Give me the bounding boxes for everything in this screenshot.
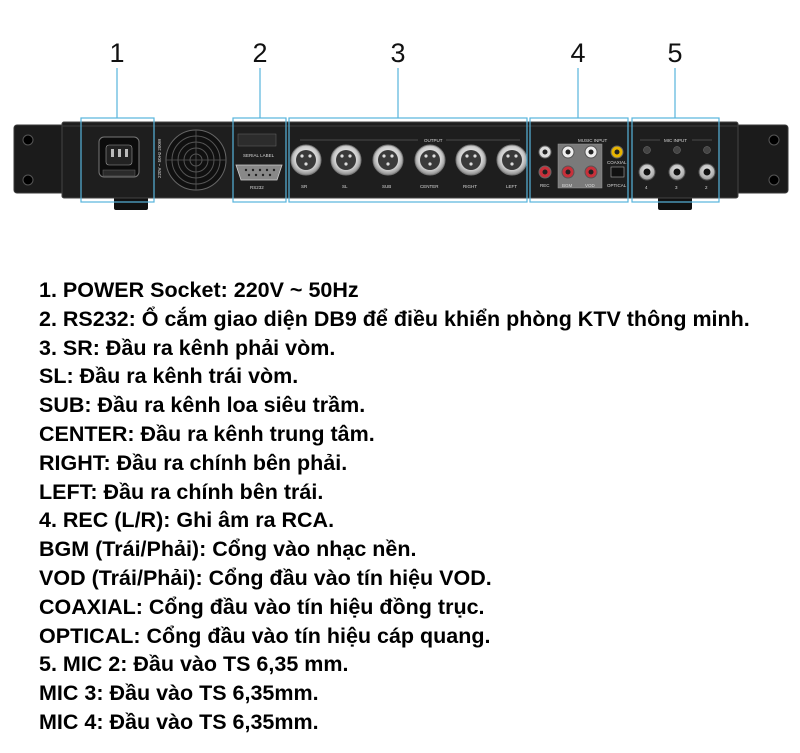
- description-line: 4. REC (L/R): Ghi âm ra RCA.: [39, 508, 335, 533]
- description-line: RIGHT: Đầu ra chính bên phải.: [39, 450, 348, 475]
- output-jack-right: [456, 145, 486, 175]
- callout-number-1: 1: [109, 38, 125, 68]
- description-line: MIC 4: Đầu vào TS 6,35mm.: [39, 709, 319, 734]
- output-jack-sl: [331, 145, 361, 175]
- rack-hole: [769, 175, 779, 185]
- mic-jack-label-4: 4: [645, 185, 648, 190]
- description-line: 3. SR: Đầu ra kênh phải vòm.: [39, 335, 336, 360]
- output-jack-sr: [291, 145, 321, 175]
- optical-jack: [611, 167, 624, 177]
- output-label: OUTPUT: [424, 138, 443, 143]
- mic-jack-label-2: 2: [705, 185, 708, 190]
- callout-number-3: 3: [390, 38, 406, 68]
- cooling-fan: [166, 130, 226, 190]
- description-line: 5. MIC 2: Đầu vào TS 6,35 mm.: [39, 652, 349, 677]
- rack-hole: [23, 135, 33, 145]
- rs232-label: RS232: [250, 185, 264, 190]
- optical-label: OPTICAL: [607, 183, 627, 188]
- callout-number-2: 2: [252, 38, 268, 68]
- coaxial-jack: [611, 146, 623, 158]
- description-line: 2. RS232: Ổ cắm giao diện DB9 để điều khiển phòng KTV thông minh.: [39, 306, 750, 331]
- port-description-list: [39, 276, 779, 737]
- description-line: SUB: Đầu ra kênh loa siêu trầm.: [39, 393, 366, 418]
- description-line: MIC 3: Đầu vào TS 6,35mm.: [39, 681, 319, 706]
- description-line: COAXIAL: Cổng đầu vào tín hiệu đồng trục.: [39, 594, 485, 619]
- rack-hole: [23, 175, 33, 185]
- music-input-label: MUSIC INPUT: [578, 138, 608, 143]
- output-jack-center: [415, 145, 445, 175]
- serial-label: SERIAL LABEL: [243, 153, 275, 158]
- output-jack-label-center: CENTER: [420, 184, 439, 189]
- vod-label: VOD: [585, 183, 595, 188]
- bgm-label: BGM: [562, 183, 573, 188]
- serial-label-plate: [238, 134, 276, 146]
- power-rating-label: 220V ~ 50Hz 200W: [157, 138, 162, 178]
- description-line: VOD (Trái/Phải): Cổng đầu vào tín hiệu VOD.: [39, 565, 492, 590]
- callout-number-5: 5: [667, 38, 683, 68]
- output-jack-label-sr: SR: [301, 184, 308, 189]
- mic-jack-label-3: 3: [675, 185, 678, 190]
- output-jack-label-sub: SUB: [382, 184, 392, 189]
- description-line: OPTICAL: Cổng đầu vào tín hiệu cáp quang.: [39, 623, 491, 648]
- mic-input-label: MIC INPUT: [664, 138, 687, 143]
- output-jack-left: [497, 145, 527, 175]
- output-jack-label-sl: SL: [342, 184, 348, 189]
- rack-hole: [769, 135, 779, 145]
- description-line: BGM (Trái/Phải): Cổng vào nhạc nền.: [39, 537, 417, 562]
- description-line: CENTER: Đầu ra kênh trung tâm.: [39, 421, 375, 446]
- output-jack-sub: [373, 145, 403, 175]
- description-line: LEFT: Đầu ra chính bên trái.: [39, 479, 324, 504]
- description-line: 1. POWER Socket: 220V ~ 50Hz: [39, 278, 359, 302]
- description-line: SL: Đầu ra kênh trái vòm.: [39, 364, 299, 389]
- callout-number-4: 4: [570, 38, 586, 68]
- rec-label: REC: [540, 183, 550, 188]
- coaxial-label: COAXIAL: [607, 160, 627, 165]
- rear-panel-diagram: [0, 0, 800, 240]
- output-jack-label-left: LEFT: [506, 184, 518, 189]
- output-jack-label-right: RIGHT: [463, 184, 477, 189]
- rs232-db9-port: [236, 165, 282, 180]
